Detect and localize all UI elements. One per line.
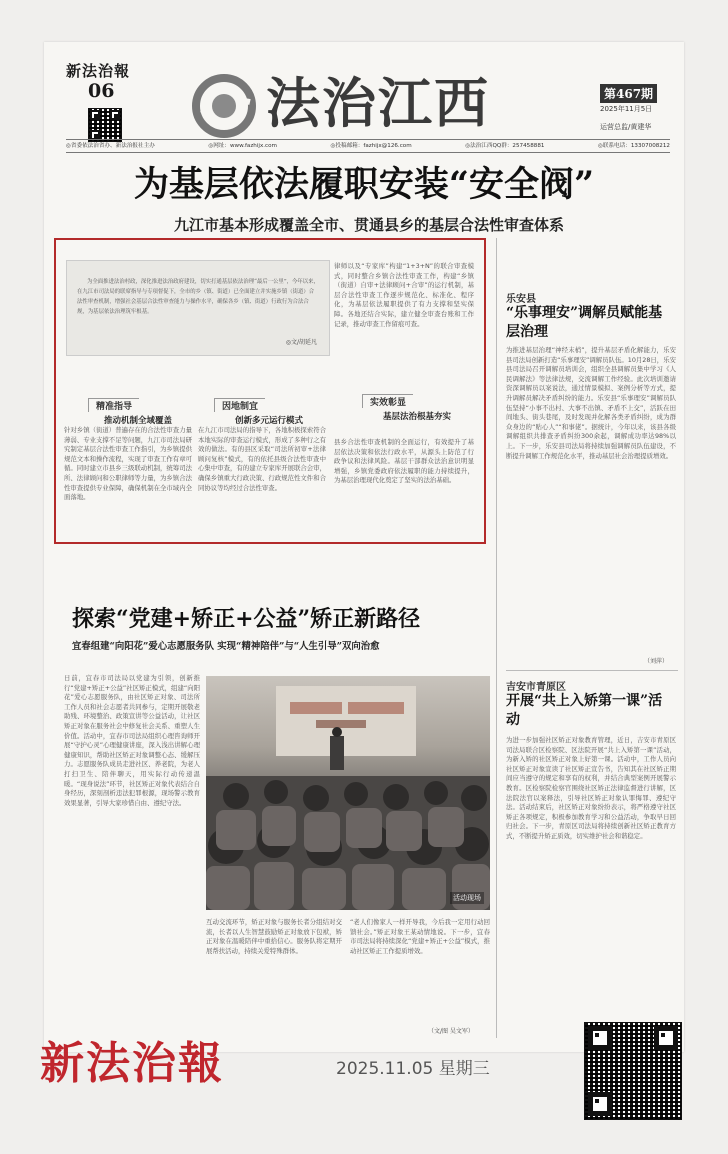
info-website: ◎网址：www.fazhijx.com bbox=[208, 143, 277, 149]
newspaper-emblem-icon bbox=[192, 74, 256, 138]
side-story-2-body: 为进一步加强社区矫正对象教育管理，近日，吉安市青原区司法局联合区检察院、区法院开展“共上入矫第一课”活动，为新入矫的社区矫正对象上好第一课。活动中，工作人员向社区矫正对象宣读了社区矫正宣告书，告知其在社区矫正期间应当遵守的规定和享有的权利，并结合典型案例开展警示教育。区检察院检察官围绕社区矫正法律监督进行讲解，区法院法官以案释法，引导社区矫正对象认罪悔罪、遵纪守法。活动结束后，社区矫正对象纷纷表示，将严格遵守社区矫正各项规定，积极参加教育学习和公益活动，争取早日回归社会。下一步，青原区司法局将持续创新社区矫正教育方式，不断提升矫正质效，切实维护社会和谐稳定。 bbox=[506, 736, 676, 840]
lead-headline: 为基层依法履职安装“安全阀” bbox=[133, 164, 595, 205]
editor-credit: 运营总监/黄建华 bbox=[600, 123, 652, 131]
info-email: ◎投稿邮箱：fazhijx@126.com bbox=[330, 143, 412, 149]
info-phone: ◎联系电话：13307008212 bbox=[597, 143, 670, 149]
page-number: 06 bbox=[88, 80, 115, 102]
section-heading-3: 实效彰显 基层法治根基夯实 bbox=[362, 394, 472, 422]
masthead-title: 法治江西 bbox=[266, 71, 490, 135]
bottom-column-1: 日前，宜春市司法局以党建为引领，创新推行“党建+矫正+公益”社区矫正模式，组建“向阳花”爱心志愿服务队，由社区矫正对象、司法所工作人员和社会志愿者共同参与，定期开展敬老助残、环境整治、政策宣讲等公益活动，让社区矫正对象在服务社会中修复社会关系、重塑人生价值。活动中，宜春市司法局组织心理咨询师开展“守护心灵”心理健康讲座，深入浅出讲解心理健康知识，帮助社区矫正对象调整心态、缓解压力。志愿服务队成员走进社区、养老院，为老人打扫卫生、陪伴聊天，用实际行动传递温暖。“现身说法”环节，社区矫正对象代表结合自身经历，深刻剖析违法犯罪根源，现场警示教育效果显著，引导大家珍惜自由、遵纪守法。 bbox=[64, 674, 200, 807]
issue-badge: 第467期 bbox=[600, 84, 657, 103]
lead-intro: 为全面推进法治村政，深化推进法治政府建设，切实打通基层依法治理“最后一公里”，今年以来，在九江市司法局的联席指导与专项督促下，全市的乡（镇、街道）已全面建立并实施乡镇（街道）合法性审查机制，增强社会基层合法性审查能力与操作水平，确保各乡（镇、街道）行政行为合法合规，为基层依法治理筑牢根基。 bbox=[77, 279, 319, 315]
footer-logo: 新法治報 bbox=[40, 1038, 224, 1089]
lead-subheadline: 九江市基本形成覆盖全市、贯通县乡的基层合法性审查体系 bbox=[174, 216, 565, 234]
info-qq: ◎法治江西QQ群：257458881 bbox=[465, 143, 545, 149]
lead-column-2: 在九江市司法局的指导下，各地积极探索符合本地实际的审查运行模式，形成了多种行之有效的做法。有的县区采取“司法所初审+法律顾问复核”模式，有的依托县级合法性审查中心集中审查，有的建立专家库开展联合会审，确保乡镇重大行政决策、行政规范性文件和合同协议等均经过合法性审查。 bbox=[198, 426, 326, 492]
lead-byline: ◎文/胡延凡 bbox=[285, 339, 317, 346]
small-logo: 新法治報 bbox=[66, 62, 131, 80]
newspaper-page bbox=[44, 42, 684, 1052]
side-story-2-county: 吉安市青原区 bbox=[506, 682, 566, 693]
bottom-headline: 探索“党建+矫正+公益”矫正新路径 bbox=[72, 606, 421, 632]
side-story-1-county: 乐安县 bbox=[506, 294, 536, 305]
bottom-column-3: “老人们像家人一样开导我，今后我一定用行动回馈社会。”矫正对象王某动情地说。下一步，宜春市司法局将持续深化“党建+矫正+公益”模式，推动社区矫正工作提质增效。 bbox=[350, 918, 490, 955]
section-heading-1: 精准指导 推动机制全域覆盖 bbox=[88, 398, 188, 426]
side-story-2-headline: 开展“共上入矫第一课”活动 bbox=[506, 693, 663, 728]
side-story-1-body: 为推进基层治理“神经末梢”，提升基层矛盾化解能力，乐安县司法局创新打造“乐事理安”调解员队伍。10月28日，乐安县司法局召开调解员培训会，组织全县调解员集中学习《人民调解法》等法律法规，交流调解工作经验。此次培训邀请资深调解员以案说法，通过情景模拟、案例分析等方式，提升调解员解决矛盾纠纷的能力。乐安县“乐事理安”调解员队伍坚持“小事不出村、大事不出镇、矛盾不上交”，活跃在田间地头、街头巷尾，及时发现并化解各类矛盾纠纷，成为群众身边的“贴心人”“和事佬”。据统计，今年以来，该县各级调解组织共排查矛盾纠纷300余起，调解成功率达98%以上。下一步，乐安县司法局将持续加强调解员队伍建设，不断提升调解工作规范化水平，推动基层社会治理提质增效。 bbox=[506, 346, 676, 460]
info-strip bbox=[66, 139, 670, 153]
photo-caption: 活动现场 bbox=[450, 892, 484, 904]
lead-column-1: 针对乡镇（街道）普遍存在的合法性审查力量薄弱、专业支撑不足等问题，九江市司法局研究制定基层合法性审查工作指引，为乡镇提供规范文本和操作流程，实现了审查工作有章可循。同时建立市县乡三级联动机制，统筹司法所、法律顾问和公职律师等力量，为乡镇合法性审查提供专业保障，确保机制在全市域内全面落地。 bbox=[64, 426, 192, 502]
qr-code-small bbox=[88, 108, 122, 142]
lead-column-3-top: 律师以及“专家库”构建“1+3+N”的联合审查模式，同时整合乡镇合法性审查工作，构建“乡镇（街道）自审+法律顾问+合审”的运行机制，基层合法性审查工作逐步规范化、标准化、程序化，为基层依法履职提供了有力支撑和坚实保障。各地还结合实际，建立健全审查台账和工作记录，推动审查工作留痕可查。 bbox=[334, 262, 474, 328]
side-story-1-headline: “乐事理安”调解员赋能基层治理 bbox=[506, 305, 663, 340]
bottom-byline: （文/图 吴文军） bbox=[428, 1028, 474, 1035]
side-story-divider bbox=[506, 670, 678, 671]
lead-intro-box bbox=[66, 260, 330, 356]
side-story-1-byline: （刘萍） bbox=[644, 658, 669, 665]
bottom-subheadline: 宜春组建“向阳花”爱心志愿服务队 实现“精神陪伴”与“人生引导”双向治愈 bbox=[72, 641, 380, 652]
issue-date: 2025年11月5日 bbox=[600, 105, 653, 113]
footer-date: 2025.11.05 星期三 bbox=[336, 1059, 490, 1079]
lead-column-3-bottom: 县乡合法性审查机制的全面运行，有效提升了基层依法决策和依法行政水平，从源头上防范了行政争议和法律风险。基层干部群众法治意识明显增强，乡镇党委政府依法履职的能力持续提升，为基层治理现代化奠定了坚实的法治基础。 bbox=[334, 438, 474, 485]
event-photo bbox=[206, 676, 490, 910]
bottom-column-2: 互动交流环节，矫正对象与服务长者分组结对交流，长者以人生智慧鼓励矫正对象放下包袱，矫正对象在温暖陪伴中重拾信心。服务队将定期开展帮扶活动，持续关爱特殊群体。 bbox=[206, 918, 342, 955]
sidebar-divider bbox=[496, 238, 497, 1038]
section-heading-2: 因地制宜 创新多元运行模式 bbox=[214, 398, 324, 426]
qr-code-footer[interactable] bbox=[584, 1022, 682, 1120]
info-sponsor: ◎省委依法治省办、新法治报社主办 bbox=[66, 143, 155, 149]
